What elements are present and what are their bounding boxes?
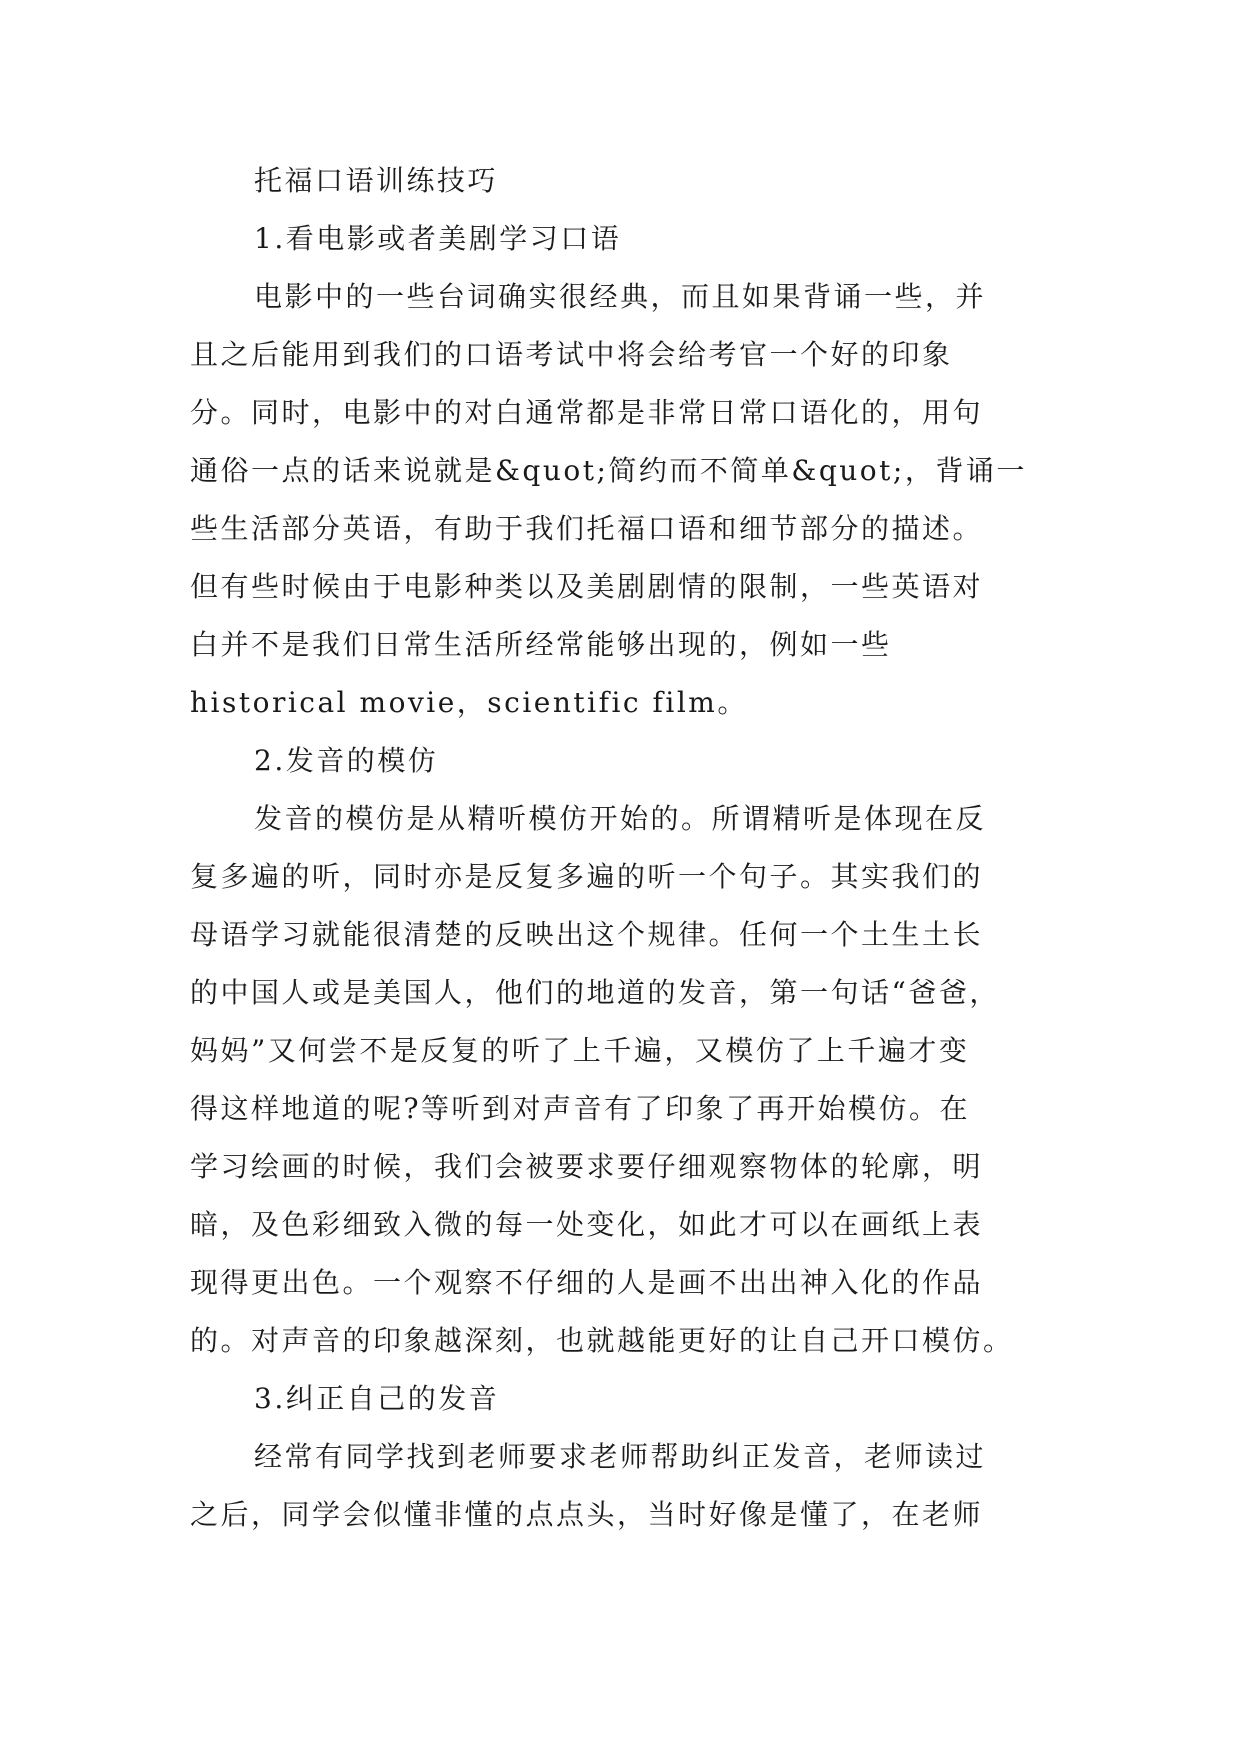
paragraph-line: 经常有同学找到老师要求老师帮助纠正发音，老师读过 — [254, 1440, 987, 1473]
section-heading-2: 2.发音的模仿 — [254, 744, 439, 777]
paragraph-line: 母语学习就能很清楚的反映出这个规律。任何一个土生土长 — [190, 918, 984, 951]
paragraph-line: 暗，及色彩细致入微的每一处变化，如此才可以在画纸上表 — [190, 1208, 984, 1241]
paragraph-line: 些生活部分英语，有助于我们托福口语和细节部分的描述。 — [190, 512, 984, 545]
section-heading-3: 3.纠正自己的发音 — [254, 1382, 500, 1415]
paragraph-line: 电影中的一些台词确实很经典，而且如果背诵一些，并 — [254, 280, 987, 313]
section-heading-1: 1.看电影或者美剧学习口语 — [254, 222, 622, 255]
document-body — [190, 152, 1060, 1544]
paragraph-line: 白并不是我们日常生活所经常能够出现的，例如一些 — [190, 628, 892, 661]
paragraph-line: historical movie，scientific film。 — [190, 686, 748, 719]
document-title: 托福口语训练技巧 — [254, 164, 499, 197]
paragraph-line: 分。同时，电影中的对白通常都是非常日常口语化的，用句 — [190, 396, 984, 429]
paragraph-line: 学习绘画的时候，我们会被要求要仔细观察物体的轮廓，明 — [190, 1150, 984, 1183]
paragraph-line: 妈妈”又何尝不是反复的听了上千遍，又模仿了上千遍才变 — [190, 1034, 970, 1067]
paragraph-line: 发音的模仿是从精听模仿开始的。所谓精听是体现在反 — [254, 802, 987, 835]
paragraph-line: 得这样地道的呢?等听到对声音有了印象了再开始模仿。在 — [190, 1092, 971, 1125]
paragraph-line: 通俗一点的话来说就是&quot;简约而不简单&quot;，背诵一 — [190, 454, 1027, 487]
paragraph-line: 之后，同学会似懂非懂的点点头，当时好像是懂了，在老师 — [190, 1498, 984, 1531]
paragraph-line: 且之后能用到我们的口语考试中将会给考官一个好的印象 — [190, 338, 953, 371]
paragraph-line: 复多遍的听，同时亦是反复多遍的听一个句子。其实我们的 — [190, 860, 984, 893]
paragraph-line: 现得更出色。一个观察不仔细的人是画不出出神入化的作品 — [190, 1266, 984, 1299]
paragraph-line: 的中国人或是美国人，他们的地道的发音，第一句话“爸爸， — [190, 976, 1000, 1009]
paragraph-line: 的。对声音的印象越深刻，也就越能更好的让自己开口模仿。 — [190, 1324, 1014, 1357]
paragraph-line: 但有些时候由于电影种类以及美剧剧情的限制，一些英语对 — [190, 570, 984, 603]
